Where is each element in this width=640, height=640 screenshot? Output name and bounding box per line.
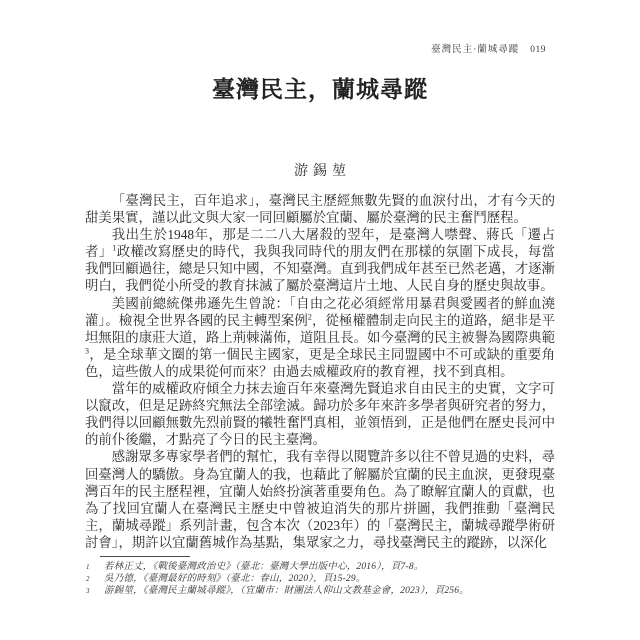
running-head [431, 41, 546, 55]
chapter-title: 臺灣民主，蘭城尋蹤 [212, 77, 428, 102]
footnotes-section [85, 556, 555, 598]
footnote-text: 游錫堃，《臺灣民主蘭城尋蹤》，（宜蘭市：財團法人仰山文教基金會，2023），頁256。 [104, 586, 469, 596]
footnote-reference: 1 [112, 243, 117, 253]
footnote-item [85, 562, 555, 573]
paragraph: 「臺灣民主，百年追求」，臺灣民主歷經無數先賢的血淚付出，才有今天的甜美果實，謹以此文與大家一同回顧屬於宜蘭、屬於臺灣的民主奮鬥歷程。 [85, 193, 555, 226]
footnote-item [85, 586, 555, 597]
paragraph: 感謝眾多專家學者們的幫忙，我有幸得以閱覽許多以往不曾見過的史料，尋回臺灣人的驕傲。身為宜蘭人的我，也藉此了解屬於宜蘭的民主血淚，更發現臺灣百年的民主歷程裡，宜蘭人始終扮演著重要角色。為了瞭解宜蘭人的貢獻，也為了找回宜蘭人在臺灣民主歷史中曾被迫消失的那片拼圖，我們推動「臺灣民主，蘭城尋蹤」系列計畫，包含本次（2023年）的「臺灣民主，蘭城尋蹤學術研討會」，期許以宜蘭舊城作為基點，集眾家之力，尋找臺灣民主的蹤跡，以深化 [85, 449, 555, 550]
footnote-list [85, 562, 555, 597]
paragraph: 我出生於1948年，那是二二八大屠殺的翌年，是臺灣人噤聲、蔣氏「遷占者」$^1$政權改寫歷史的時代，我與我同時代的朋友們在那樣的氛圍下成長，每當我們回顧過往，總是只知中國，不知臺灣。直到我們成年甚至已然老邁，才逐漸明白，我們從小所受的教育抹滅了屬於臺灣這片土地、人民自身的歷史與故事。 [85, 227, 556, 294]
running-head-title: 臺灣民主·蘭城尋蹤 [431, 45, 520, 55]
footnote-text: 若林正丈，《戰後臺灣政治史》（臺北：臺灣大學出版中心，2016），頁7-8。 [104, 562, 424, 572]
running-head-page-number: 019 [530, 45, 546, 55]
author-name: 游錫堃 [294, 164, 351, 179]
footnote-reference: 3 [85, 346, 89, 356]
body-text [85, 192, 555, 551]
footnote-reference: 2 [307, 312, 312, 322]
footnote-marker: 3 [86, 587, 90, 595]
paragraph: 美國前總統傑弗遜先生曾說：「自由之花必須經常用暴君與愛國者的鮮血澆灌」。檢視全世界各國的民主轉型案例$^2$，從極權體制走向民主的道路，絕非是平坦無阻的康莊大道，路上荊棘滿佈，道阻且長。如今臺灣的民主被譽為國際典範$^3$，是全球華文圈的第一個民主國家，更是全球民主同盟國中不可或缺的重要角色，這些傲人的成果從何而來？由過去威權政府的教育裡，找不到真相。 [85, 295, 555, 379]
footnote-separator [100, 556, 190, 557]
paragraph: 當年的威權政府傾全力抹去逾百年來臺灣先賢追求自由民主的史實，文字可以竄改，但是足跡終究無法全部塗滅。歸功於多年來許多學者與研究者的努力，我們得以回顧無數先烈前賢的犧牲奮鬥真相，並領悟到，正是他們在歷史長河中的前仆後繼，才點亮了今日的民主臺灣。 [85, 381, 555, 448]
footnote-item [85, 574, 555, 585]
footnote-marker: 1 [86, 563, 90, 571]
footnote-text: 吳乃德，《臺灣最好的時刻》（臺北：春山，2020），頁15-29。 [104, 574, 366, 584]
footnote-marker: 2 [86, 575, 90, 583]
